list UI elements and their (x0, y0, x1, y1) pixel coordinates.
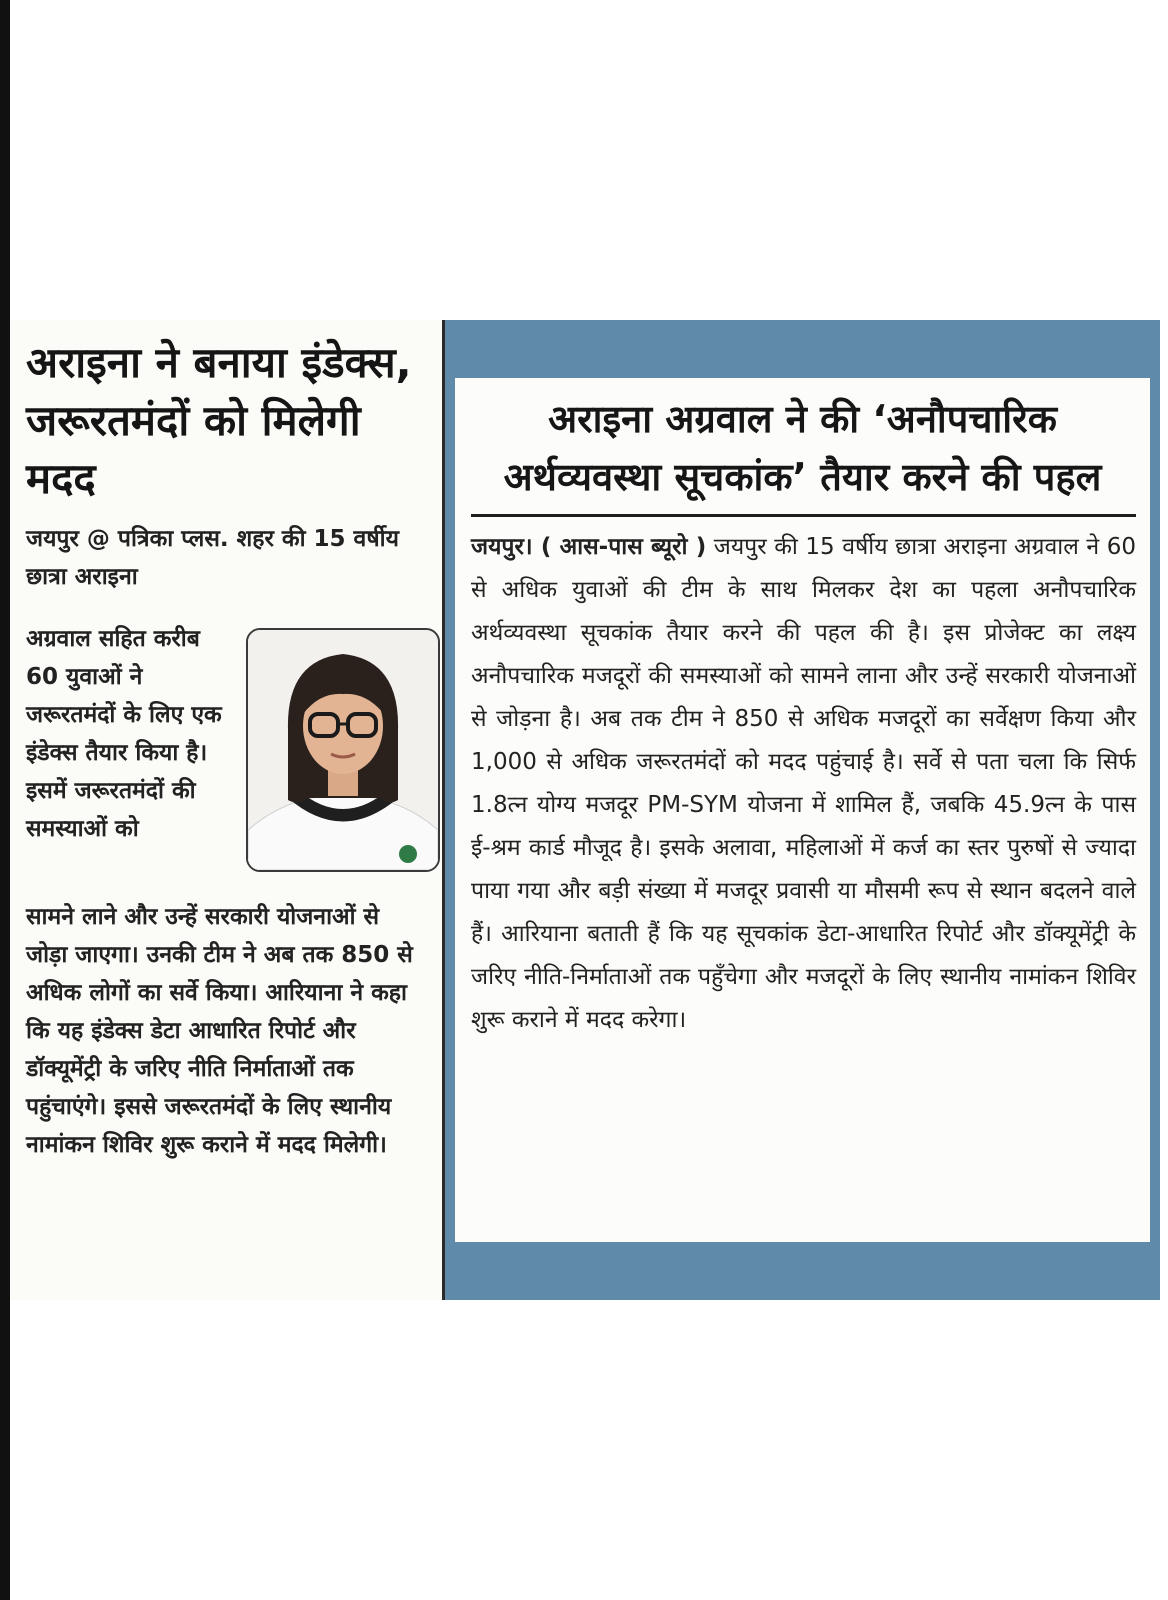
left-intro-text: शहर की 15 वर्षीय छात्रा अराइना (26, 526, 399, 590)
left-body-beside-photo: अग्रवाल सहित करीब 60 युवाओं ने जरूरतमंदों के लिए एक इंडेक्स तैयार किया है। इसमें जरूरतमंदों की समस्याओं को (26, 626, 222, 842)
screen-left-edge (0, 0, 10, 1600)
headline-rule (471, 514, 1136, 517)
student-photo (246, 628, 440, 872)
right-news-clipping (445, 320, 1160, 1300)
left-headline: अराइना ने बनाया इंडेक्स, जरूरतमंदों को मिलेगी मदद (26, 338, 412, 503)
left-intro-paragraph (26, 520, 416, 596)
right-body-paragraph (471, 526, 1136, 1042)
right-clipping-paper (455, 378, 1150, 1242)
right-headline: अराइना अग्रवाल ने की ‘अनौपचारिक अर्थव्यवस्था सूचकांक’ तैयार करने की पहल (503, 397, 1102, 499)
news-clipping-collage (10, 320, 1160, 1300)
left-news-clipping (10, 320, 442, 1300)
left-dateline: जयपुर @ पत्रिका प्लस. (26, 526, 229, 552)
student-portrait-image (248, 630, 438, 870)
left-body-rest: सामने लाने और उन्हें सरकारी योजनाओं से जोड़ा जाएगा। उनकी टीम ने अब तक 850 से अधिक लोगों का सर्वे किया। आरियाना ने कहा कि यह इंडेक्स डेटा आधारित रिपोर्ट और डॉक्यूमेंट्री के जरिए नीति निर्माताओं तक पहुंचाएंगे। इससे जरूरतमंदों के लिए स्थानीय नामांकन शिविर शुरू कराने में मदद मिलेगी। (26, 904, 413, 1158)
right-body-text: जयपुर की 15 वर्षीय छात्रा अराइना अग्रवाल ने 60 से अधिक युवाओं की टीम के साथ मिलकर देश का पहला अनौपचारिक अर्थव्यवस्था सूचकांक तैयार करने की पहल की है। इस प्रोजेक्ट का लक्ष्य अनौपचारिक मजदूरों की समस्याओं को सामने लाना और उन्हें सरकारी योजनाओं से जोड़ना है। अब तक टीम ने 850 से अधिक मजदूरों का सर्वेक्षण किया और 1,000 से अधिक जरूरतमंदों को मदद पहुंचाई है। सर्वे से पता चला कि सिर्फ 1.8त्न योग्य मजदूर PM-SYM योजना में शामिल हैं, जबकि 45.9त्न के पास ई-श्रम कार्ड मौजूद है। इसके अलावा, महिलाओं में कर्ज का स्तर पुरुषों से ज्यादा पाया गया और बड़ी संख्या में मजदूर प्रवासी या मौसमी रूप से स्थान बदलने वाले हैं। आरियाना बताती हैं कि यह सूचकांक डेटा-आधारित रिपोर्ट और डॉक्यूमेंट्री के जरिए नीति-निर्माताओं तक पहुँचेगा और मजदूरों के लिए स्थानीय नामांकन शिविर शुरू कराने में मदद करेगा। (471, 534, 1136, 1033)
right-dateline: जयपुर। ( आस-पास ब्यूरो ) (471, 534, 707, 560)
